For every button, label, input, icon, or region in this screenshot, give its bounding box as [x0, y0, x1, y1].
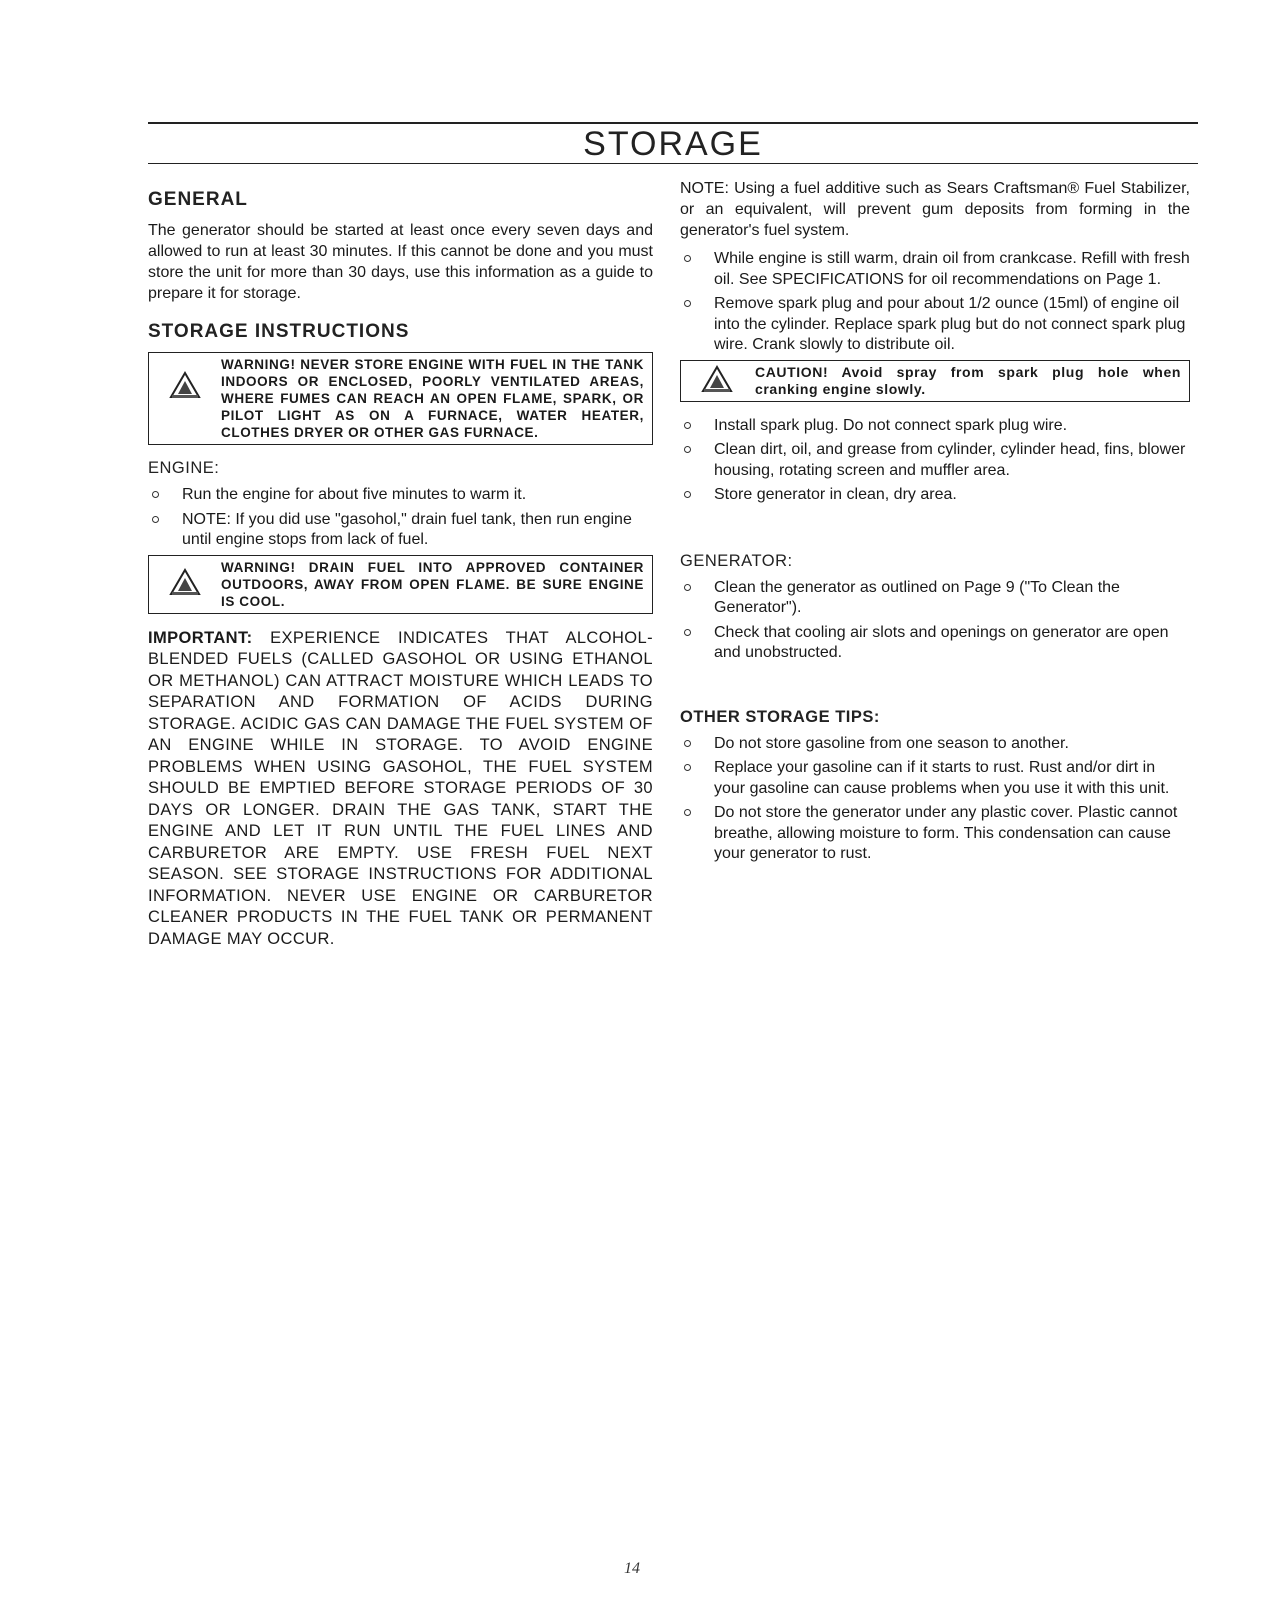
important-notice — [148, 628, 653, 951]
fuel-storage-warning-text: WARNING! NEVER STORE ENGINE WITH FUEL IN THE TANK INDOORS OR ENCLOSED, POORLY VENTILATED AREAS, WHERE FUMES CAN REACH AN OPEN FLAME, SPARK, OR PILOT LIGHT AS ON A FURNACE, WATER HEATER, CLOTHES DRYER OR OTHER GAS FURNACE. — [221, 357, 644, 440]
other-tips-heading: OTHER STORAGE TIPS: — [680, 707, 880, 726]
list-item — [680, 578, 1190, 619]
page-number: 14 — [624, 1560, 640, 1577]
list-item-text: Install spark plug. Do not connect spark plug wire. — [714, 416, 1068, 434]
other-tips-bullets — [680, 734, 1190, 865]
oil-steps — [680, 249, 1190, 356]
warning-triangle-icon — [701, 365, 733, 393]
list-item — [680, 249, 1190, 290]
more-steps — [680, 416, 1190, 506]
general-text: The generator should be started at least once every seven days and allowed to run at least 30 minutes. If this cannot be done and you must store the unit for more than 30 days, use this information as a guide to prepare it for storage. — [148, 222, 653, 302]
bullet-icon — [152, 491, 159, 498]
list-item-text: Clean the generator as outlined on Page 9 ("To Clean the Generator"). — [714, 578, 1120, 616]
list-item-text: Clean dirt, oil, and grease from cylinder, cylinder head, fins, blower housing, rotating screen and muffler area. — [714, 441, 1186, 479]
bullet-icon — [684, 446, 691, 453]
bullet-icon — [684, 740, 691, 747]
important-text: EXPERIENCE INDICATES THAT ALCOHOL-BLENDED FUELS (CALLED GASOHOL OR USING ETHANOL OR METHANOL) CAN ATTRACT MOISTURE WHICH LEADS TO SEPARATION AND FORMATION OF ACIDS DURING STORAGE. ACIDIC GAS CAN DAMAGE THE FUEL SYSTEM OF AN ENGINE WHILE IN STORAGE. TO AVOID ENGINE PROBLEMS WHEN USING GASOHOL, THE FUEL SYSTEM SHOULD BE EMPTIED BEFORE STORAGE PERIODS OF 30 DAYS OR LONGER. DRAIN THE GAS TANK, START THE ENGINE AND LET IT RUN UNTIL THE FUEL LINES AND CARBURETOR ARE EMPTY. USE FRESH FUEL NEXT SEASON. SEE STORAGE INSTRUCTIONS FOR ADDITIONAL INFORMATION. NEVER USE ENGINE OR CARBURETOR CLEANER PRODUCTS IN THE FUEL TANK OR PERMANENT DAMAGE MAY OCCUR. — [148, 628, 654, 948]
list-item-text: Do not store gasoline from one season to another. — [714, 734, 1069, 752]
bullet-icon — [684, 422, 691, 429]
list-item — [680, 440, 1190, 481]
title-bottom-rule — [148, 163, 1198, 164]
list-item-text: Remove spark plug and pour about 1/2 ounce (15ml) of engine oil into the cylinder. Replace spark plug but do not connect spark plug wire. Crank slowly to distribute oil. — [714, 295, 1186, 353]
warning-triangle-icon — [169, 371, 201, 399]
bullet-icon — [152, 516, 159, 523]
bullet-icon — [684, 584, 691, 591]
bullet-icon — [684, 809, 691, 816]
fuel-storage-warning-box — [148, 352, 653, 445]
list-item — [680, 485, 1190, 506]
caution-box — [680, 360, 1190, 402]
generator-heading: GENERATOR: — [680, 551, 793, 570]
list-item-text: Check that cooling air slots and openings on generator are open and unobstructed. — [714, 623, 1169, 661]
page-title: STORAGE — [583, 125, 763, 163]
generator-bullets — [680, 578, 1190, 664]
list-item-text: While engine is still warm, drain oil from crankcase. Refill with fresh oil. See SPECIFICATIONS for oil recommendations on Page 1. — [714, 250, 1190, 288]
list-item-text: Replace your gasoline can if it starts to rust. Rust and/or dirt in your gasoline can cause problems when you use it with this unit. — [714, 759, 1170, 797]
engine-heading: ENGINE: — [148, 459, 220, 477]
important-lead: IMPORTANT: — [148, 628, 253, 647]
list-item-text: NOTE: If you did use "gasohol," drain fuel tank, then run engine until engine stops from lack of fuel. — [182, 510, 632, 548]
list-item — [680, 758, 1190, 799]
left-column — [148, 178, 653, 950]
bullet-icon — [684, 491, 691, 498]
storage-instructions-heading: STORAGE INSTRUCTIONS — [148, 321, 410, 342]
drain-fuel-warning-box — [148, 555, 653, 614]
list-item-text: Store generator in clean, dry area. — [714, 486, 957, 503]
warning-triangle-icon — [169, 568, 201, 596]
list-item — [680, 623, 1190, 664]
fuel-additive-note: NOTE: Using a fuel additive such as Sears Craftsman® Fuel Stabilizer, or an equivalent, will prevent gum deposits from forming in the generator's fuel system. — [680, 180, 1190, 239]
caution-text: CAUTION! Avoid spray from spark plug hole when cranking engine slowly. — [755, 363, 1181, 397]
list-item-text: Run the engine for about five minutes to warm it. — [182, 486, 527, 503]
list-item-text: Do not store the generator under any plastic cover. Plastic cannot breathe, allowing moisture to form. This condensation can cause your generator to rust. — [714, 804, 1178, 862]
list-item — [148, 485, 653, 506]
list-item — [680, 294, 1190, 356]
drain-fuel-warning-text: WARNING! DRAIN FUEL INTO APPROVED CONTAINER OUTDOORS, AWAY FROM OPEN FLAME. BE SURE ENGINE IS COOL. — [221, 559, 644, 609]
bullet-icon — [684, 255, 691, 262]
engine-bullets — [148, 485, 653, 551]
list-item — [680, 803, 1190, 865]
bullet-icon — [684, 764, 691, 771]
bullet-icon — [684, 300, 691, 307]
list-item — [148, 510, 653, 551]
bullet-icon — [684, 629, 691, 636]
general-heading: GENERAL — [148, 189, 248, 210]
list-item — [680, 416, 1190, 437]
right-column — [680, 178, 1190, 869]
list-item — [680, 734, 1190, 755]
